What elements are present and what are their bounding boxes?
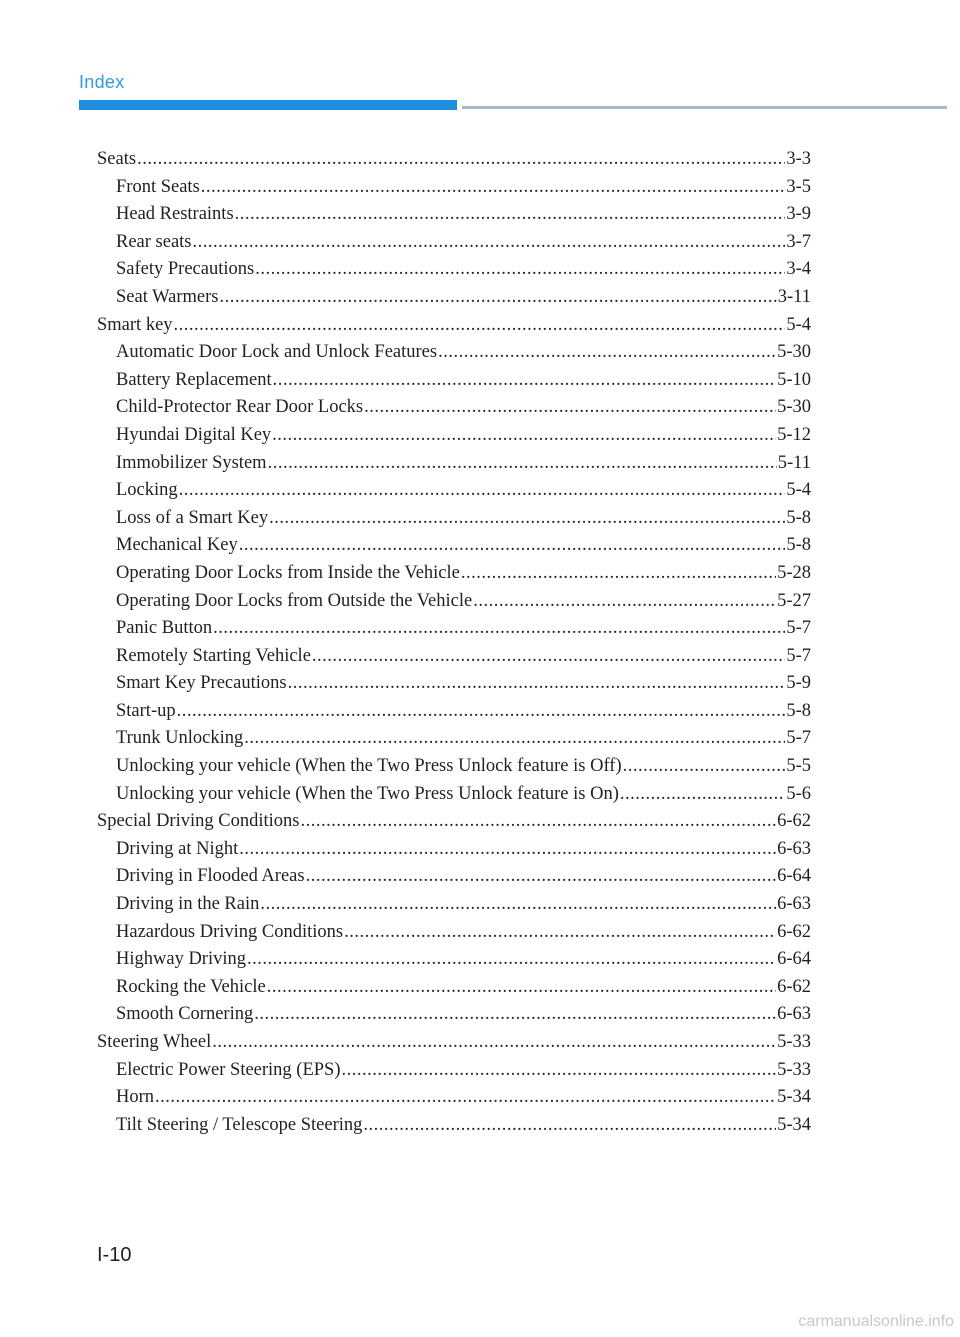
dot-leader	[269, 508, 785, 529]
index-subentry[interactable]	[97, 204, 811, 232]
entry-label: Special Driving Conditions	[97, 811, 300, 832]
index-subentry[interactable]	[97, 177, 811, 205]
entry-label: Safety Precautions	[116, 259, 255, 280]
dot-leader	[213, 618, 785, 639]
index-subentry[interactable]	[97, 232, 811, 260]
index-subentry[interactable]	[97, 839, 811, 867]
dot-leader	[239, 839, 776, 860]
dot-leader	[342, 1060, 777, 1081]
entry-label: Hazardous Driving Conditions	[116, 921, 344, 942]
entry-page: 5-8	[786, 700, 811, 721]
entry-page: 3-11	[777, 286, 811, 307]
dot-leader	[273, 370, 776, 391]
dot-leader	[155, 1087, 776, 1108]
entry-page: 5-4	[786, 314, 811, 335]
entry-page: 3-3	[786, 149, 811, 169]
dot-leader	[461, 563, 776, 584]
dot-leader	[235, 204, 786, 225]
index-subentry[interactable]	[97, 508, 811, 536]
entry-page: 5-4	[786, 480, 811, 501]
dot-leader	[174, 315, 786, 336]
index-entry[interactable]	[97, 1032, 811, 1060]
entry-label: Child-Protector Rear Door Locks	[116, 397, 364, 418]
index-subentry[interactable]	[97, 1060, 811, 1088]
index-subentry[interactable]	[97, 728, 811, 756]
entry-page: 5-10	[777, 369, 811, 390]
dot-leader	[247, 949, 776, 970]
index-subentry[interactable]	[97, 370, 811, 398]
entry-page: 5-11	[777, 452, 811, 473]
index-subentry[interactable]	[97, 922, 811, 950]
dot-leader	[239, 535, 786, 556]
entry-page: 6-63	[777, 894, 811, 915]
index-subentry[interactable]	[97, 1087, 811, 1115]
index-subentry[interactable]	[97, 480, 811, 508]
index-list	[97, 149, 811, 1142]
entry-label: Smart Key Precautions	[116, 673, 287, 694]
entry-page: 5-7	[786, 728, 811, 749]
entry-label: Operating Door Locks from Inside the Vehicle	[116, 562, 460, 583]
entry-label: Locking	[116, 480, 178, 501]
dot-leader	[473, 591, 776, 612]
entry-page: 3-4	[786, 259, 811, 280]
index-subentry[interactable]	[97, 1115, 811, 1143]
entry-label: Battery Replacement	[116, 369, 272, 390]
entry-label: Rear seats	[116, 231, 192, 252]
entry-page: 5-27	[777, 590, 811, 611]
section-title: Index	[79, 72, 125, 92]
index-subentry[interactable]	[97, 673, 811, 701]
entry-page: 6-62	[777, 811, 811, 832]
entry-page: 5-34	[777, 1087, 811, 1108]
entry-label: Head Restraints	[116, 204, 234, 225]
dot-leader	[364, 397, 776, 418]
dot-leader	[193, 232, 786, 253]
dot-leader	[244, 728, 785, 749]
entry-page: 5-8	[786, 535, 811, 556]
index-subentry[interactable]	[97, 977, 811, 1005]
entry-label: Tilt Steering / Telescope Steering	[116, 1114, 363, 1135]
entry-page: 5-30	[777, 397, 811, 418]
entry-label: Remotely Starting Vehicle	[116, 645, 311, 666]
entry-label: Start-up	[116, 700, 176, 721]
index-subentry[interactable]	[97, 701, 811, 729]
entry-page: 5-9	[786, 673, 811, 694]
entry-page: 6-63	[777, 838, 811, 859]
watermark: carmanualsonline.info	[798, 1313, 954, 1330]
entry-page: 5-8	[786, 507, 811, 528]
entry-label: Seat Warmers	[116, 286, 219, 307]
index-subentry[interactable]	[97, 535, 811, 563]
entry-label: Seats	[97, 149, 137, 169]
dot-leader	[201, 177, 786, 198]
index-subentry[interactable]	[97, 618, 811, 646]
entry-page: 5-5	[786, 756, 811, 777]
index-entry[interactable]	[97, 149, 811, 177]
entry-page: 5-33	[777, 1059, 811, 1080]
entry-label: Steering Wheel	[97, 1032, 212, 1052]
entry-label: Driving at Night	[116, 838, 239, 859]
index-subentry[interactable]	[97, 894, 811, 922]
entry-page: 5-7	[786, 645, 811, 666]
entry-label: Horn	[116, 1087, 155, 1108]
dot-leader	[267, 977, 776, 998]
entry-page: 6-62	[777, 921, 811, 942]
entry-label: Rocking the Vehicle	[116, 976, 266, 997]
index-subentry[interactable]	[97, 756, 811, 784]
dot-leader	[312, 646, 785, 667]
entry-label: Panic Button	[116, 618, 213, 639]
entry-label: Hyundai Digital Key	[116, 424, 272, 445]
entry-page: 6-63	[777, 1004, 811, 1025]
dot-leader	[268, 453, 777, 474]
page-number: I-10	[97, 1244, 132, 1266]
entry-label: Smart key	[97, 314, 173, 335]
entry-page: 5-12	[777, 424, 811, 445]
dot-leader	[620, 784, 785, 805]
entry-label: Electric Power Steering (EPS)	[116, 1059, 341, 1080]
index-subentry[interactable]	[97, 784, 811, 812]
index-subentry[interactable]	[97, 397, 811, 425]
entry-label: Mechanical Key	[116, 535, 238, 556]
entry-page: 5-33	[777, 1032, 811, 1052]
dot-leader	[272, 425, 776, 446]
entry-page: 3-5	[786, 176, 811, 197]
entry-label: Immobilizer System	[116, 452, 267, 473]
index-subentry[interactable]	[97, 1004, 811, 1032]
dot-leader	[438, 342, 776, 363]
entry-label: Highway Driving	[116, 949, 246, 970]
entry-page: 5-30	[777, 342, 811, 363]
entry-label: Automatic Door Lock and Unlock Features	[116, 342, 438, 363]
entry-label: Driving in Flooded Areas	[116, 866, 305, 887]
dot-leader	[260, 894, 776, 915]
entry-label: Unlocking your vehicle (When the Two Press Unlock feature is Off)	[116, 756, 622, 777]
index-subentry[interactable]	[97, 425, 811, 453]
entry-page: 3-9	[786, 204, 811, 225]
entry-label: Front Seats	[116, 176, 200, 197]
entry-page: 6-64	[777, 949, 811, 970]
index-entry[interactable]	[97, 811, 811, 839]
entry-label: Unlocking your vehicle (When the Two Press Unlock feature is On)	[116, 783, 619, 804]
entry-page: 5-7	[786, 618, 811, 639]
index-subentry[interactable]	[97, 866, 811, 894]
dot-leader	[363, 1115, 776, 1136]
index-subentry[interactable]	[97, 591, 811, 619]
dot-leader	[255, 259, 785, 280]
index-entry[interactable]	[97, 315, 811, 343]
index-subentry[interactable]	[97, 453, 811, 481]
entry-page: 5-6	[786, 783, 811, 804]
dot-leader	[137, 149, 785, 170]
dot-leader	[254, 1004, 776, 1025]
index-subentry[interactable]	[97, 646, 811, 674]
entry-page: 6-62	[777, 976, 811, 997]
dot-leader	[212, 1032, 776, 1053]
index-subentry[interactable]	[97, 287, 811, 315]
dot-leader	[306, 866, 777, 887]
index-subentry[interactable]	[97, 342, 811, 370]
dot-leader	[300, 811, 776, 832]
index-subentry[interactable]	[97, 563, 811, 591]
header-rule-accent	[79, 100, 457, 110]
index-subentry[interactable]	[97, 259, 811, 287]
dot-leader	[179, 480, 786, 501]
dot-leader	[219, 287, 776, 308]
entry-page: 5-28	[777, 562, 811, 583]
dot-leader	[623, 756, 786, 777]
entry-label: Loss of a Smart Key	[116, 507, 269, 528]
entry-page: 6-64	[777, 866, 811, 887]
dot-leader	[344, 922, 776, 943]
entry-page: 5-34	[777, 1114, 811, 1135]
entry-page: 3-7	[786, 231, 811, 252]
dot-leader	[288, 673, 786, 694]
entry-label: Operating Door Locks from Outside the Vehicle	[116, 590, 473, 611]
header-rule-line	[462, 106, 947, 109]
index-subentry[interactable]	[97, 949, 811, 977]
entry-label: Trunk Unlocking	[116, 728, 244, 749]
entry-label: Smooth Cornering	[116, 1004, 254, 1025]
dot-leader	[177, 701, 786, 722]
entry-label: Driving in the Rain	[116, 894, 260, 915]
